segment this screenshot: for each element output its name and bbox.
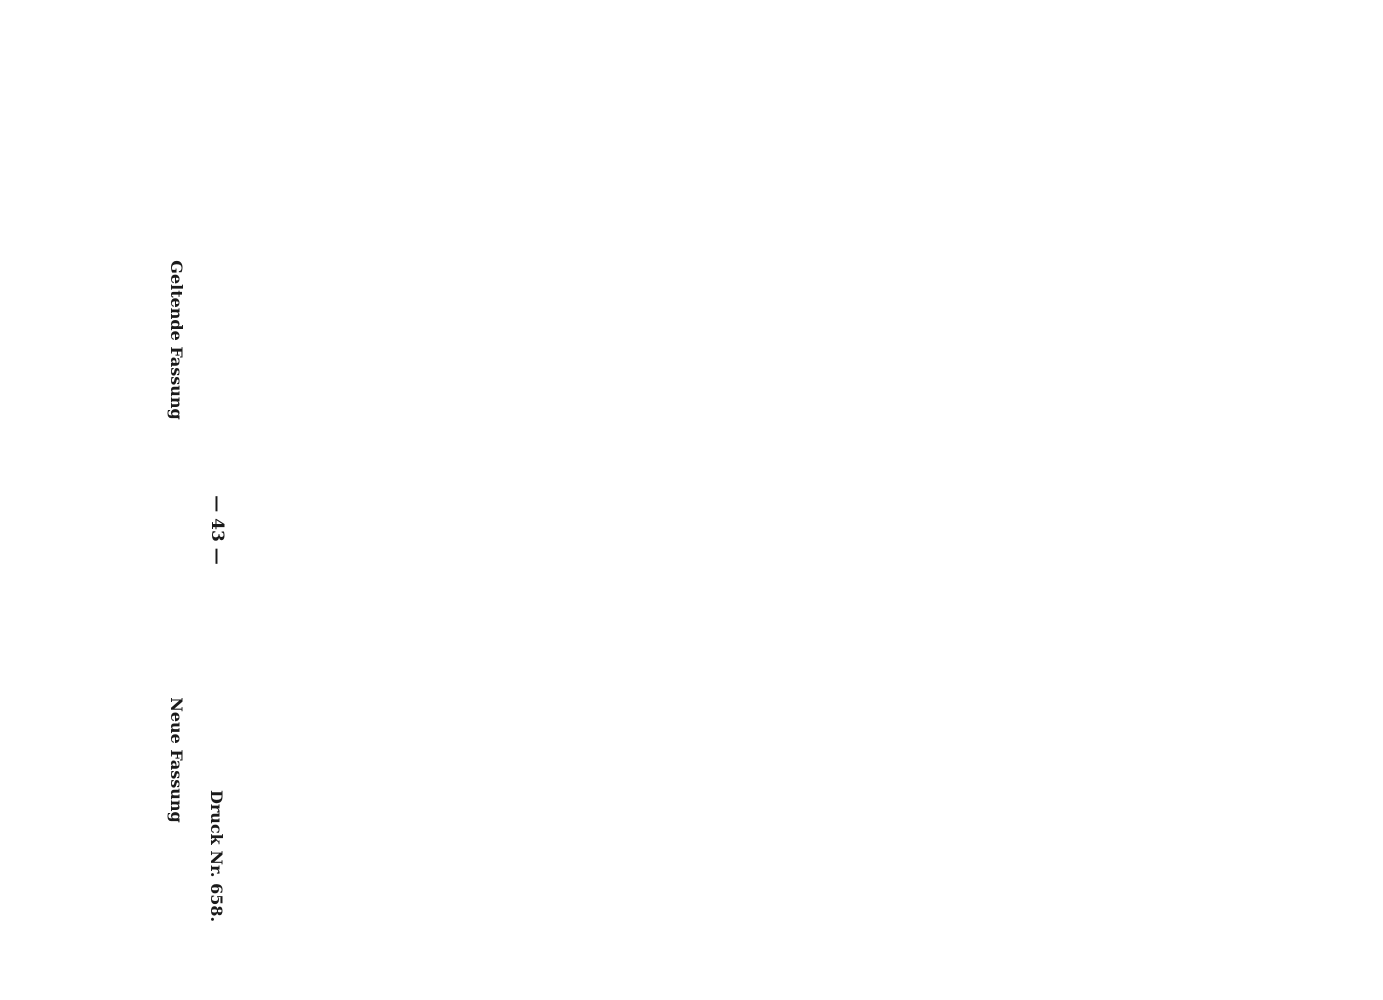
left-column-title: Geltende Fassung [167,260,186,420]
page-number: — 43 — [207,495,227,565]
right-column-title: Neue Fassung [167,697,186,823]
print-reference: Druck Nr. 658. [207,790,226,923]
